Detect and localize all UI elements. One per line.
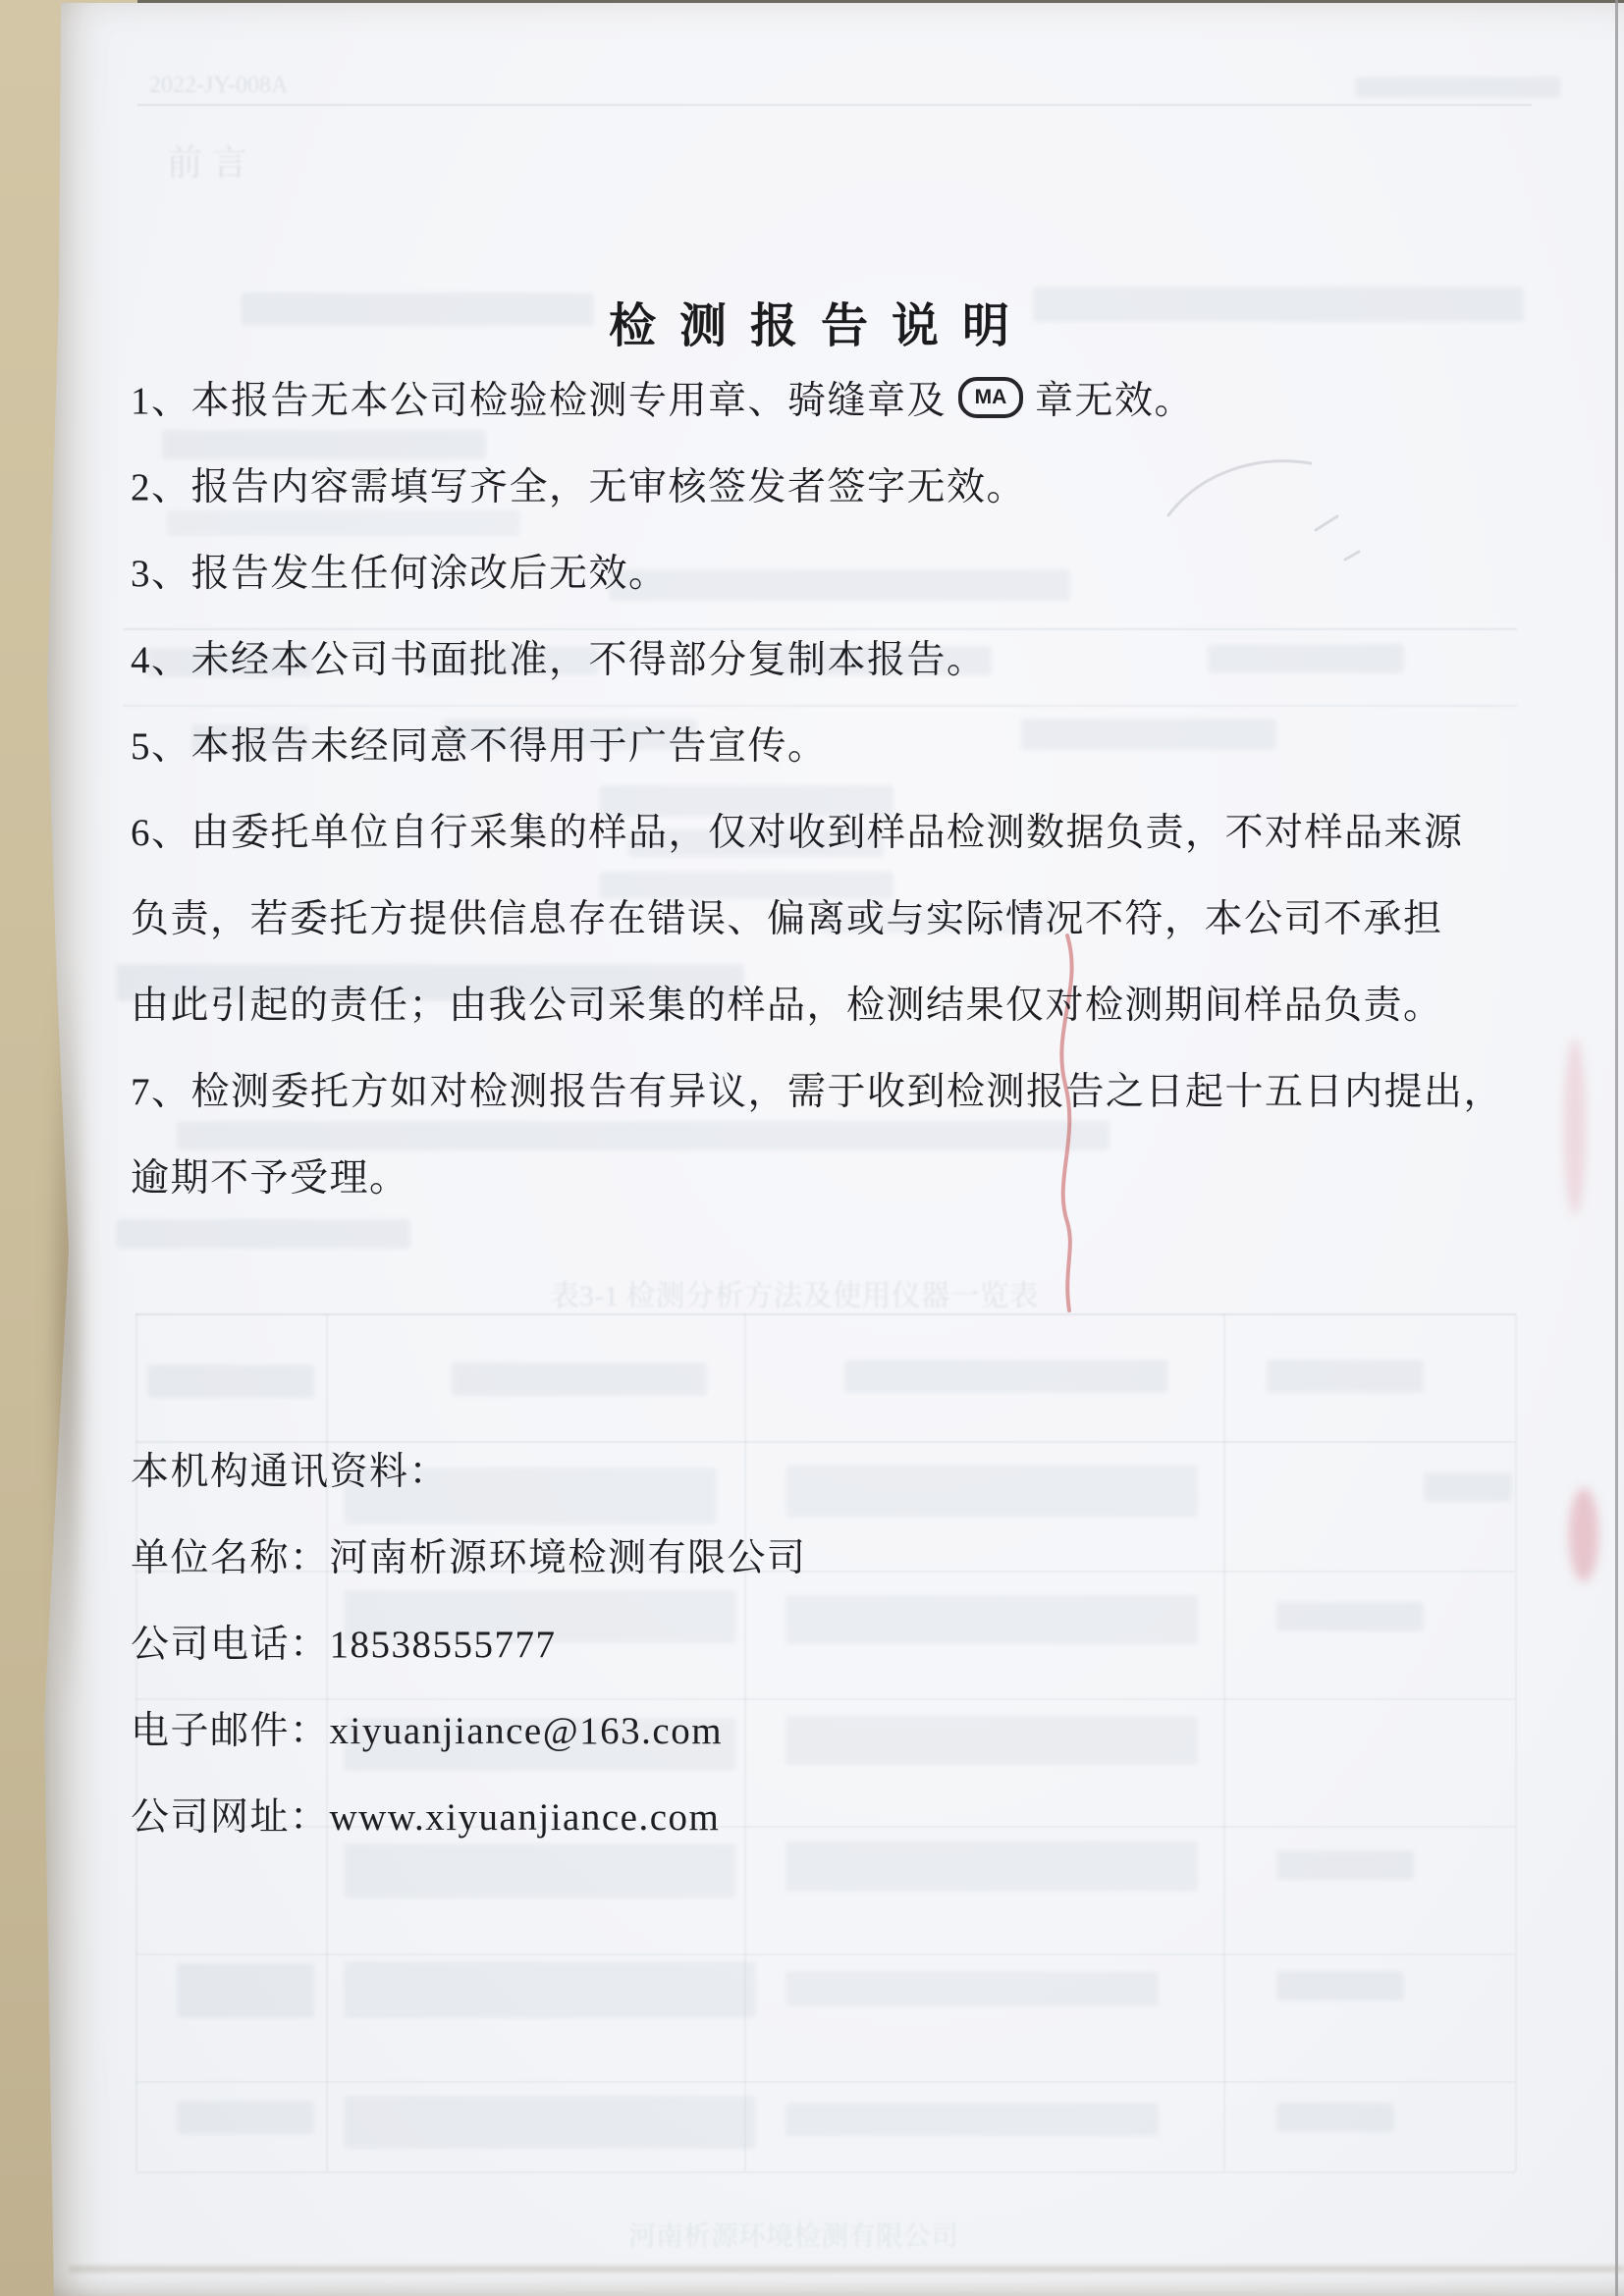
contact-info-block	[131, 1425, 807, 1857]
ghost-header-code: 2022-JY-008A	[149, 73, 289, 98]
notice-item-7-line-1: 7、检测委托方如对检测报告有异议，需于收到检测报告之日起十五日内提出，	[131, 1071, 1504, 1113]
notice-item-7-line-2: 逾期不予受理。	[131, 1157, 409, 1200]
ghost-table2-cell	[785, 1465, 1198, 1518]
ghost-header-rule	[137, 104, 1532, 106]
ghost-table2-rule	[135, 1313, 1515, 1315]
ghost-table2-cell	[177, 1963, 314, 2018]
notice-item-1	[131, 354, 1525, 441]
report-notice-list	[131, 354, 1525, 1218]
notice-item-6-line-1: 6、由委托单位自行采集的样品，仅对收到样品检测数据负责，不对样品来源	[131, 812, 1464, 854]
ghost-table2-header	[452, 1362, 707, 1396]
contact-email: 电子邮件：xiyuanjiance@163.com	[131, 1710, 724, 1752]
page-bottom-shadow	[69, 2266, 1624, 2272]
contact-heading: 本机构通讯资料：	[131, 1451, 450, 1493]
notice-item-6-line-2: 负责，若委托方提供信息存在错误、偏离或与实际情况不符，本公司不承担	[131, 898, 1443, 940]
notice-item-5: 5、本报告未经同意不得用于广告宣传。	[131, 725, 828, 768]
pink-bleed-smudge	[1564, 1039, 1586, 1215]
ghost-table2-header	[147, 1364, 314, 1398]
ghost-table2-cell	[785, 1841, 1198, 1892]
ghost-table2-cell	[785, 1971, 1159, 2006]
ghost-paragraph-fragment	[116, 1219, 410, 1249]
notice-item-1-suffix: 章无效。	[1035, 380, 1195, 422]
ghost-footer: 河南析源环境检测有限公司	[628, 2221, 959, 2252]
scanner-top-edge	[137, 0, 1624, 3]
ghost-table2-cell	[1276, 1971, 1404, 2001]
ghost-table2-cell	[1276, 1850, 1414, 1880]
ghost-table2-header	[844, 1360, 1168, 1393]
ghost-table2-rule	[135, 2081, 1515, 2083]
ghost-table2-header	[1267, 1360, 1424, 1393]
ghost-table2-cell	[344, 1961, 756, 2018]
ghost-table2-cell	[1424, 1472, 1512, 1502]
notice-item-3: 3、报告发生任何涂改后无效。	[131, 553, 669, 595]
ghost-table2-grid	[1223, 1313, 1225, 2171]
notice-item-4: 4、未经本公司书面批准，不得部分复制本报告。	[131, 639, 987, 681]
ghost-table2-caption: 表3-1 检测分析方法及使用仪器一览表	[550, 1280, 1039, 1312]
ghost-table2-cell	[344, 2096, 756, 2149]
ghost-table2-cell	[785, 1595, 1198, 1644]
ghost-table2-cell	[785, 1716, 1198, 1765]
red-bleed-smudge	[1569, 1488, 1598, 1581]
cma-seal-label: MA	[974, 386, 1007, 408]
contact-phone: 公司电话：18538555777	[131, 1624, 557, 1666]
notice-item-1-text: 1、本报告无本公司检验检测专用章、骑缝章及	[131, 380, 947, 422]
ghost-table2-cell	[177, 2101, 314, 2134]
ghost-header-right	[1355, 77, 1561, 98]
ghost-foreword: 前言	[167, 143, 258, 183]
paper-crease-shadow	[49, 942, 86, 1718]
ghost-table2-cell	[785, 2103, 1159, 2136]
ghost-table2-rule	[135, 1953, 1515, 1955]
notice-item-2: 2、报告内容需填写齐全，无审核签发者签字无效。	[131, 466, 1027, 508]
ghost-table2-rule	[135, 2171, 1515, 2173]
document-title: 检 测 报 告 说 明	[608, 300, 1015, 352]
cma-seal-icon	[958, 377, 1023, 418]
contact-company-name: 单位名称：河南析源环境检测有限公司	[131, 1537, 807, 1579]
notice-item-6-line-3: 由此引起的责任；由我公司采集的样品，检测结果仅对检测期间样品负责。	[131, 985, 1443, 1027]
contact-website: 公司网址：www.xiyuanjiance.com	[131, 1796, 721, 1839]
ghost-table2-cell	[1276, 2103, 1394, 2132]
ghost-table2-grid	[1515, 1313, 1517, 2171]
ghost-table2-cell	[1276, 1602, 1424, 1631]
